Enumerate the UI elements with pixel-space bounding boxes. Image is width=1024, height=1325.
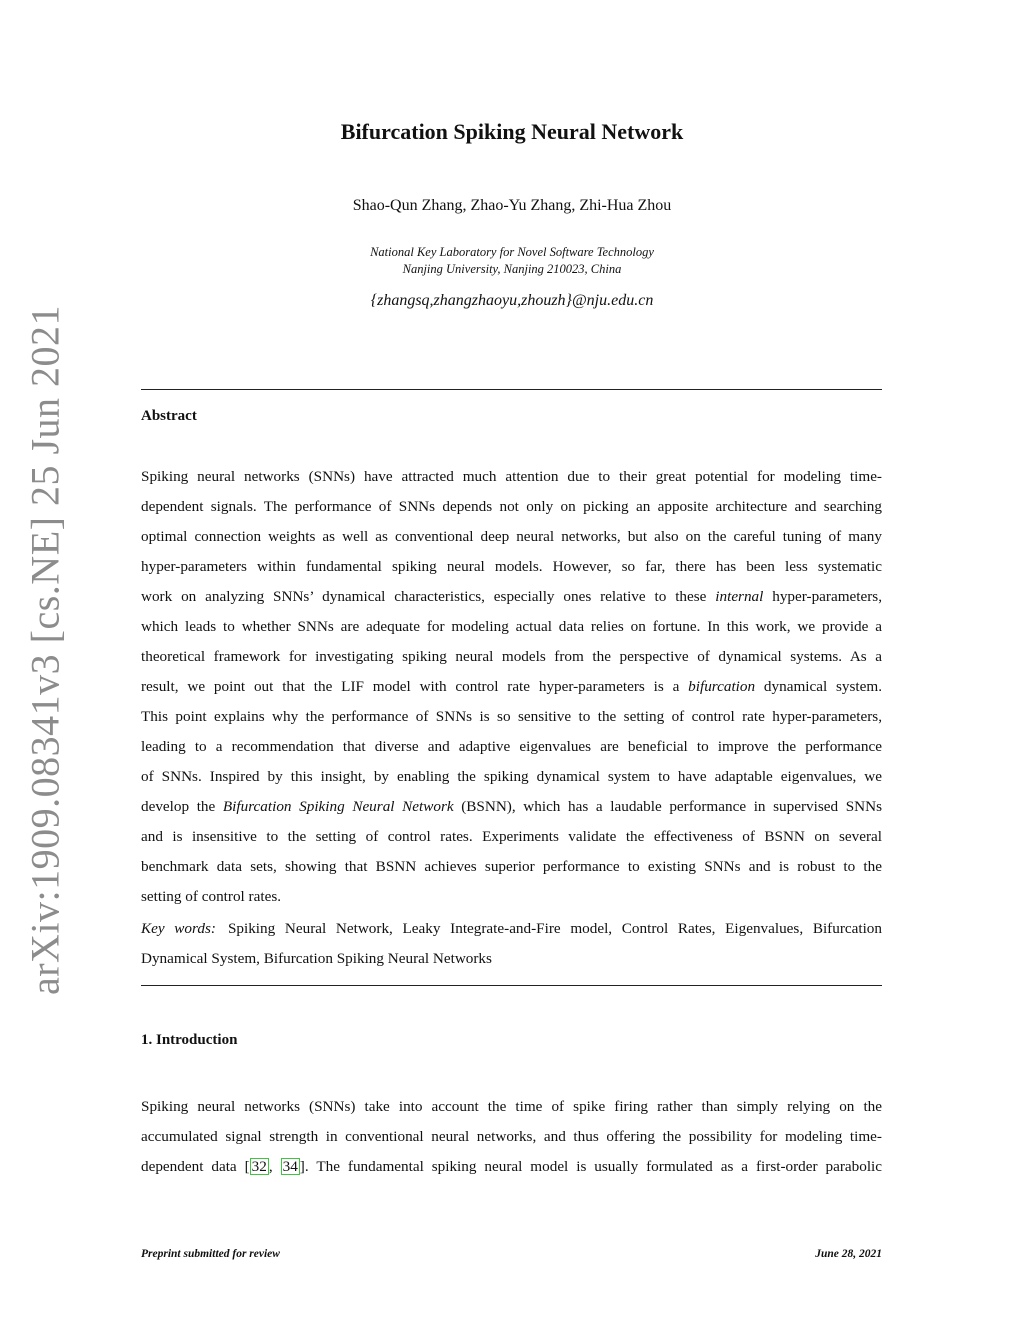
abstract-emphasis: internal bbox=[715, 588, 764, 605]
abstract-line bbox=[141, 672, 882, 702]
abstract-line bbox=[141, 582, 882, 612]
introduction-heading: 1. Introduction bbox=[141, 1032, 238, 1048]
abstract-emphasis: Bifurcation Spiking Neural Network bbox=[222, 798, 454, 815]
abstract-line: Spiking neural networks (SNNs) have attracted much attention due to their great potential for modeling time- bbox=[141, 468, 882, 485]
keywords-text: Spiking Neural Network, Leaky Integrate-and-Fire model, Control Rates, Eigenvalues, Bifurcation bbox=[227, 920, 882, 937]
keywords-line: Dynamical System, Bifurcation Spiking Neural Networks bbox=[141, 950, 492, 967]
intro-text: dependent data [ bbox=[141, 1158, 250, 1175]
author-emails: {zhangsq,zhangzhaoyu,zhouzh}@nju.edu.cn bbox=[370, 292, 654, 309]
abstract-line: theoretical framework for investigating spiking neural models from the perspective of dynamical systems. As a bbox=[141, 648, 882, 665]
intro-line: Spiking neural networks (SNNs) take into account the time of spike firing rather than simply relying on the bbox=[141, 1098, 882, 1115]
abstract-text: result, we point out that the LIF model with control rate hyper-parameters is a bbox=[141, 678, 689, 695]
abstract-line: hyper-parameters within fundamental spiking neural models. However, so far, there has been less systematic bbox=[141, 558, 882, 575]
abstract-emphasis: bifurcation bbox=[688, 678, 756, 695]
abstract-text: dynamical system. bbox=[755, 678, 882, 695]
abstract-line: which leads to whether SNNs are adequate for modeling actual data relies on fortune. In this work, we provide a bbox=[141, 618, 882, 635]
abstract-text: develop the bbox=[141, 798, 223, 815]
footer-preprint-note: Preprint submitted for review bbox=[141, 1248, 280, 1260]
citation-link-32[interactable]: 32 bbox=[251, 1158, 267, 1175]
keywords bbox=[141, 914, 882, 974]
abstract-line: of SNNs. Inspired by this insight, by enabling the spiking dynamical system to have adaptable eigenvalues, we bbox=[141, 768, 882, 785]
citation-link-34[interactable]: 34 bbox=[282, 1158, 298, 1175]
abstract-text: work on analyzing SNNs’ dynamical characteristics, especially ones relative to these bbox=[141, 588, 716, 605]
abstract-top-rule bbox=[141, 389, 882, 390]
arxiv-stamp: arXiv:1909.08341v3 [cs.NE] 25 Jun 2021 bbox=[22, 304, 68, 996]
affiliation-line-2: Nanjing University, Nanjing 210023, China bbox=[402, 262, 622, 276]
abstract-line: setting of control rates. bbox=[141, 888, 282, 905]
abstract-bottom-rule bbox=[141, 985, 882, 986]
affiliation-line-1: National Key Laboratory for Novel Software Technology bbox=[370, 245, 654, 259]
keywords-line bbox=[141, 914, 882, 944]
intro-line bbox=[141, 1152, 882, 1182]
abstract-heading: Abstract bbox=[141, 408, 197, 424]
abstract-line: benchmark data sets, showing that BSNN achieves superior performance to existing SNNs and is robust to the bbox=[141, 858, 882, 875]
intro-line: accumulated signal strength in conventional neural networks, and thus offering the possibility for modeling time- bbox=[141, 1128, 882, 1145]
abstract-line bbox=[141, 792, 882, 822]
abstract-line: This point explains why the performance of SNNs is so sensitive to the setting of control rate hyper-parameters, bbox=[141, 708, 882, 725]
abstract-line: leading to a recommendation that diverse and adaptive eigenvalues are beneficial to improve the performance bbox=[141, 738, 882, 755]
abstract-text: (BSNN), which has a laudable performance in supervised SNNs bbox=[453, 798, 883, 815]
abstract-line: dependent signals. The performance of SNNs depends not only on picking an apposite architecture and searching bbox=[141, 498, 882, 515]
abstract-line: optimal connection weights as well as conventional deep neural networks, but also on the careful tuning of many bbox=[141, 528, 882, 545]
citation-separator: , bbox=[268, 1158, 281, 1175]
paper-title: Bifurcation Spiking Neural Network bbox=[340, 119, 684, 144]
intro-text: ]. The fundamental spiking neural model is usually formulated as a first-order parabolic bbox=[299, 1158, 883, 1175]
author-list: Shao-Qun Zhang, Zhao-Yu Zhang, Zhi-Hua Zhou bbox=[352, 197, 672, 214]
introduction-body bbox=[141, 1092, 882, 1182]
footer-date: June 28, 2021 bbox=[815, 1248, 882, 1260]
abstract-text: hyper-parameters, bbox=[763, 588, 882, 605]
abstract-line: and is insensitive to the setting of control rates. Experiments validate the effectiveness of BSNN on several bbox=[141, 828, 882, 845]
abstract-body bbox=[141, 462, 882, 912]
keywords-label: Key words: bbox=[141, 920, 216, 937]
